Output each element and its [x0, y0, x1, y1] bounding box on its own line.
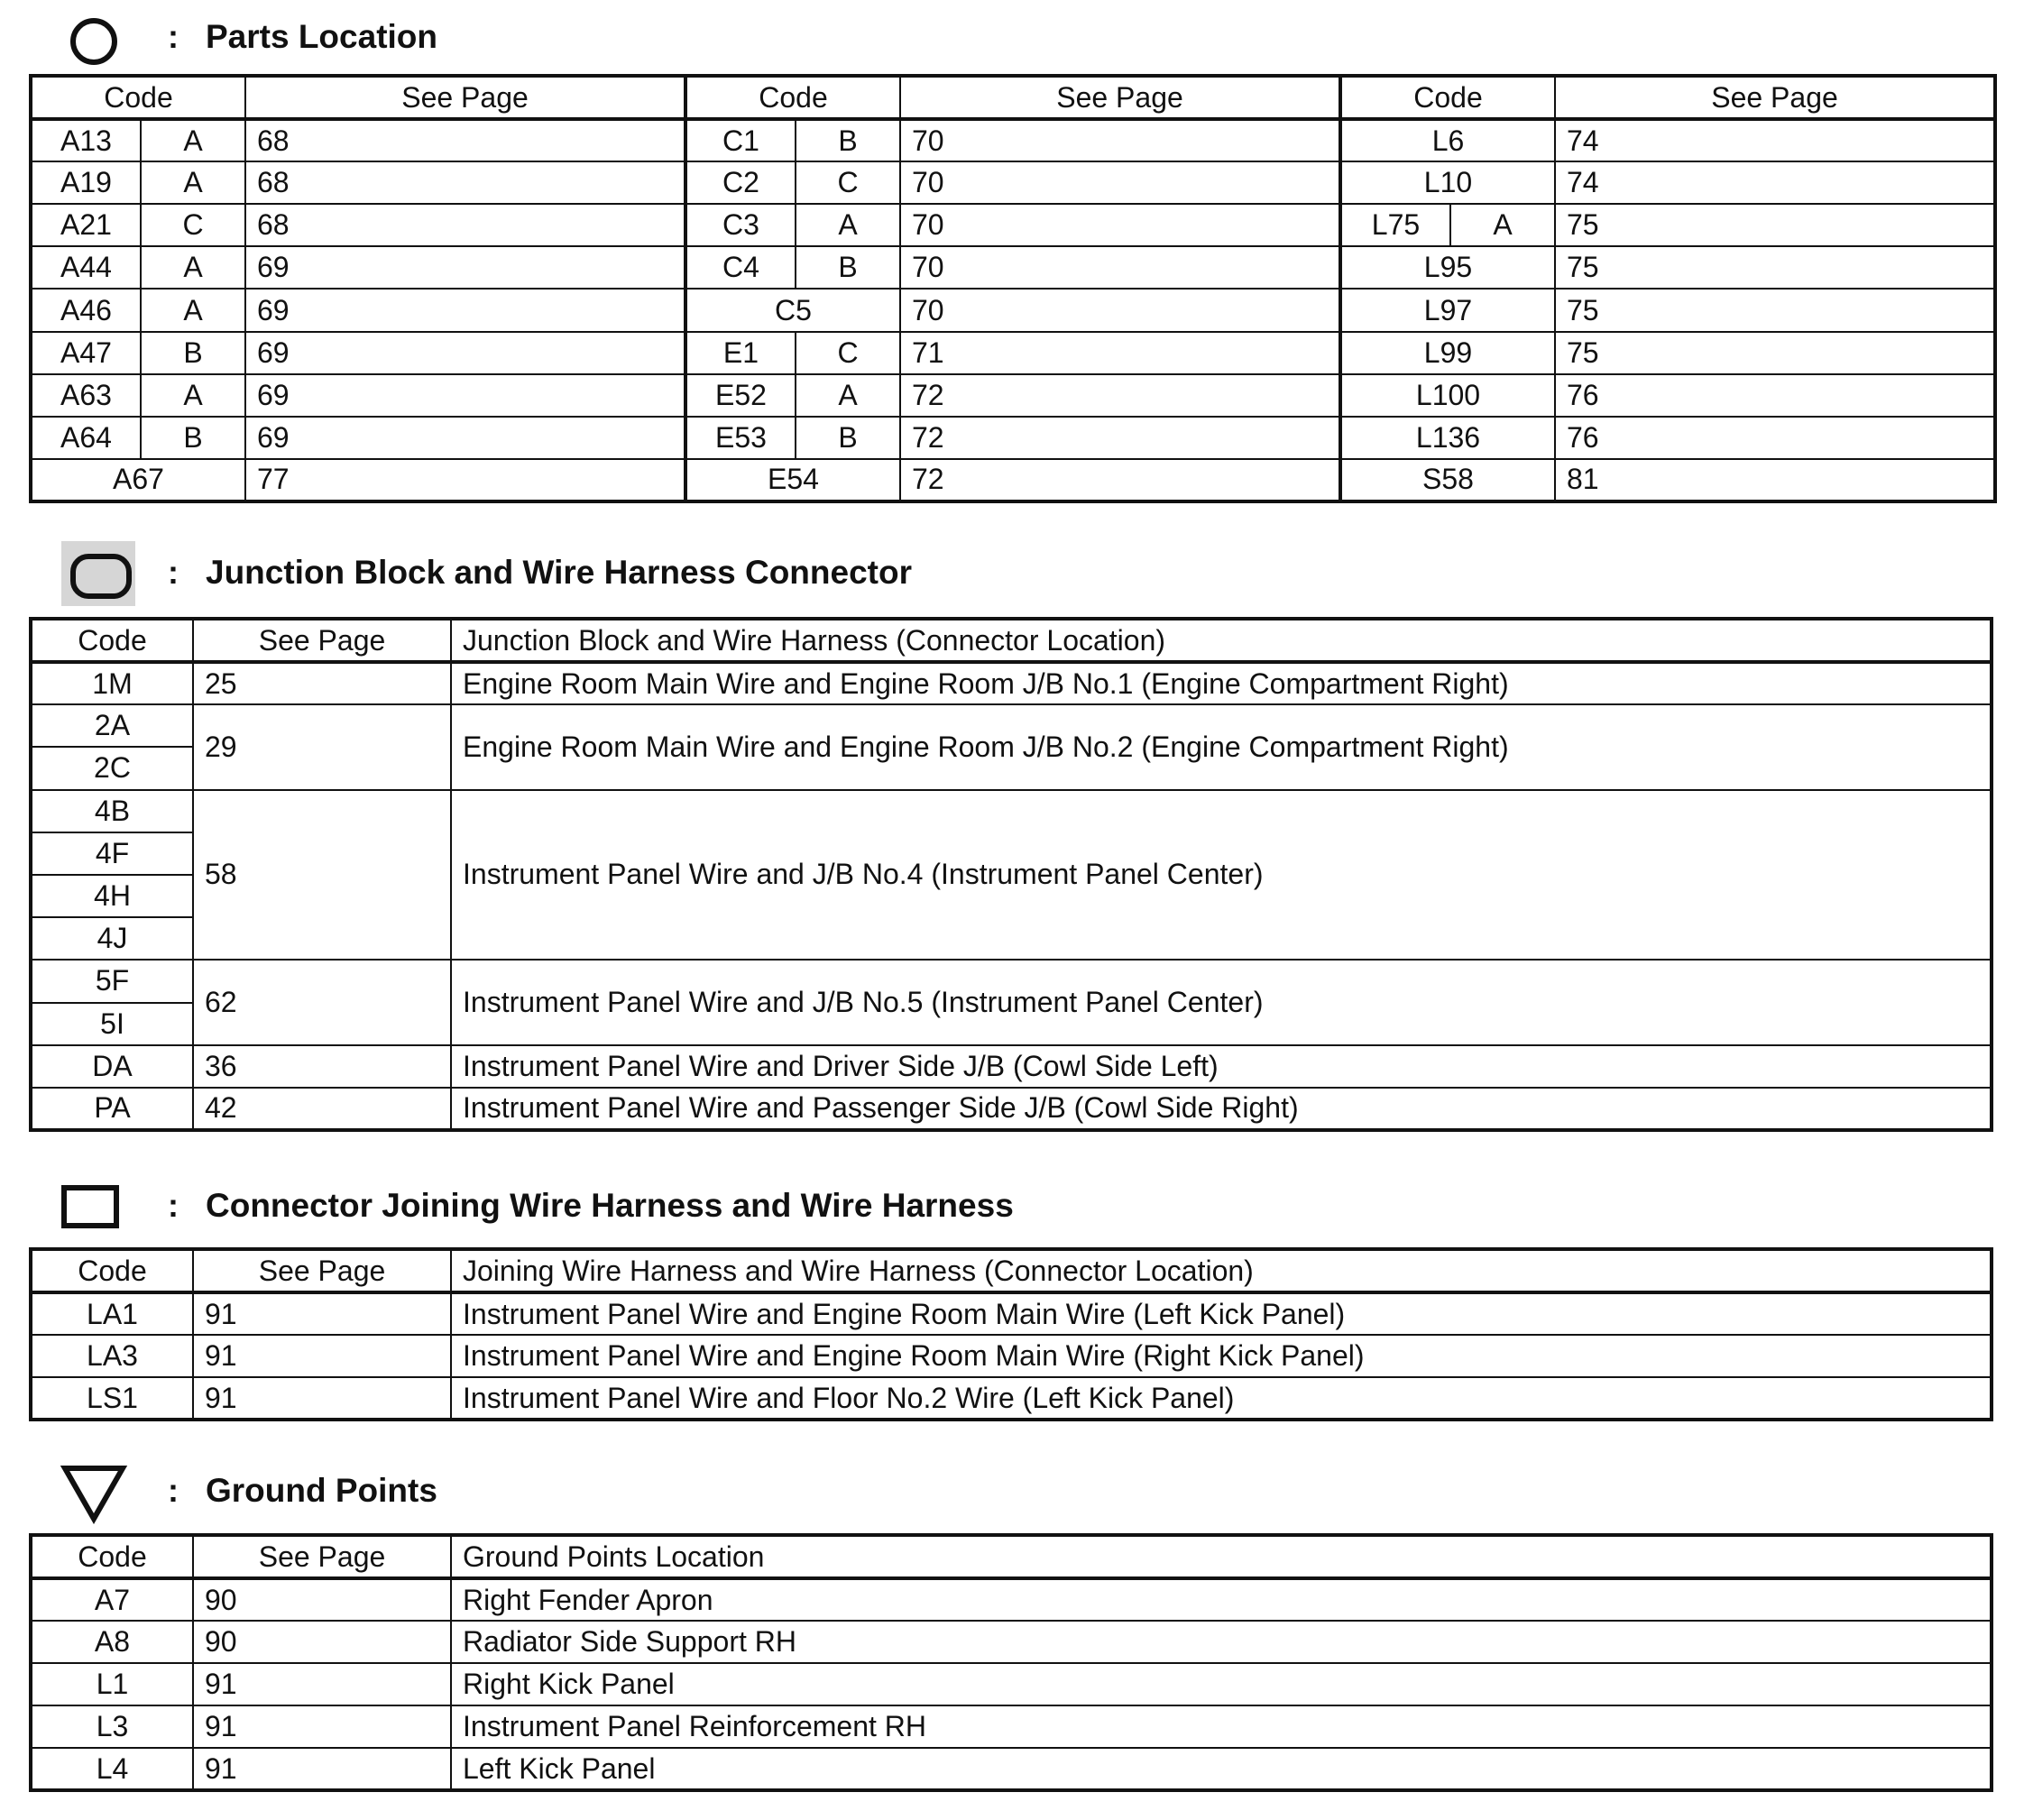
see-page-cell: 70 [900, 161, 1340, 204]
code-variant: B [838, 251, 858, 284]
see-page-cell: 91 [193, 1292, 451, 1335]
section-title: Connector Joining Wire Harness and Wire Harness [206, 1187, 1014, 1224]
code-header: Code [31, 619, 193, 662]
see-page-cell: 70 [900, 119, 1340, 161]
code-cell: LA3 [31, 1335, 193, 1377]
table-row [31, 374, 1995, 417]
see-page-header: See Page [1555, 76, 1995, 119]
see-page-cell: 81 [1555, 459, 1995, 501]
see-page-cell: 75 [1555, 246, 1995, 289]
code-value: C1 [687, 121, 796, 161]
section-title: Junction Block and Wire Harness Connector [206, 554, 912, 591]
see-page-header: See Page [900, 76, 1340, 119]
see-page-cell: 91 [193, 1748, 451, 1790]
code-cell: E54 [685, 459, 900, 501]
table-row [31, 246, 1995, 289]
see-page-header: See Page [193, 1535, 451, 1578]
section-title: Parts Location [206, 18, 437, 55]
code-value: A44 [32, 247, 142, 288]
ground-points-table [29, 1533, 1993, 1792]
code-split [32, 205, 244, 245]
see-page-cell: 72 [900, 417, 1340, 459]
code-cell: 5F [31, 960, 193, 1002]
code-split [32, 375, 244, 416]
code-cell: PA [31, 1088, 193, 1130]
table-row [31, 1045, 1992, 1088]
location-cell: Instrument Panel Reinforcement RH [451, 1705, 1992, 1748]
code-split [687, 418, 899, 458]
junction-block-header [0, 538, 2024, 619]
location-cell: Instrument Panel Wire and Floor No.2 Wire (Left Kick Panel) [451, 1377, 1992, 1420]
see-page-cell: 74 [1555, 119, 1995, 161]
table-row [31, 704, 1992, 747]
colon: : [168, 1472, 179, 1509]
location-cell: Instrument Panel Wire and Engine Room Main Wire (Right Kick Panel) [451, 1335, 1992, 1377]
table-row [31, 417, 1995, 459]
code-cell [31, 246, 245, 289]
code-header: Code [685, 76, 900, 119]
location-cell: Instrument Panel Wire and Passenger Side J/B (Cowl Side Right) [451, 1088, 1992, 1130]
code-variant: A [183, 166, 203, 199]
see-page-cell: 76 [1555, 417, 1995, 459]
colon: : [168, 554, 179, 591]
code-variant: A [183, 124, 203, 157]
header-row [31, 619, 1992, 662]
code-value: A19 [32, 162, 142, 203]
code-value: A21 [32, 205, 142, 245]
see-page-cell: 69 [245, 246, 685, 289]
see-page-cell: 70 [900, 204, 1340, 246]
code-variant: B [183, 420, 203, 454]
code-cell [31, 289, 245, 331]
table-row [31, 1621, 1992, 1663]
location-cell: Engine Room Main Wire and Engine Room J/B No.2 (Engine Compartment Right) [451, 704, 1992, 789]
code-value: C2 [687, 162, 796, 203]
see-page-cell: 68 [245, 204, 685, 246]
code-cell: 5I [31, 1003, 193, 1045]
code-cell: LA1 [31, 1292, 193, 1335]
table-row [31, 662, 1992, 704]
table-row [31, 790, 1992, 832]
table-row [31, 1663, 1992, 1705]
location-header: Joining Wire Harness and Wire Harness (Connector Location) [451, 1249, 1992, 1292]
code-cell: 1M [31, 662, 193, 704]
code-cell: DA [31, 1045, 193, 1088]
code-value: C3 [687, 205, 796, 245]
code-cell: S58 [1340, 459, 1555, 501]
location-cell: Left Kick Panel [451, 1748, 1992, 1790]
circle-icon [67, 14, 121, 69]
code-cell [31, 119, 245, 161]
location-cell: Radiator Side Support RH [451, 1621, 1992, 1663]
code-cell: LS1 [31, 1377, 193, 1420]
colon: : [168, 18, 179, 55]
location-cell: Right Fender Apron [451, 1578, 1992, 1621]
code-value: A13 [32, 121, 142, 161]
see-page-cell: 69 [245, 417, 685, 459]
table-row [31, 119, 1995, 161]
code-cell [31, 417, 245, 459]
code-cell [685, 246, 900, 289]
code-variant: C [837, 336, 859, 369]
code-cell: L95 [1340, 246, 1555, 289]
code-cell: L99 [1340, 332, 1555, 374]
header-row [31, 76, 1995, 119]
location-header: Ground Points Location [451, 1535, 1992, 1578]
see-page-cell: 75 [1555, 332, 1995, 374]
code-header: Code [31, 1249, 193, 1292]
table-row [31, 960, 1992, 1002]
rectangle-icon [61, 1185, 119, 1228]
table-row [31, 1705, 1992, 1748]
code-split [687, 121, 899, 161]
table-row [31, 332, 1995, 374]
see-page-cell: 75 [1555, 289, 1995, 331]
code-cell: 2A [31, 704, 193, 747]
code-cell: 4F [31, 832, 193, 875]
see-page-cell: 29 [193, 704, 451, 789]
code-split [1342, 205, 1554, 245]
code-split [32, 418, 244, 458]
code-split [687, 247, 899, 288]
see-page-cell: 75 [1555, 204, 1995, 246]
rounded-rectangle-icon [61, 541, 135, 606]
code-cell [685, 204, 900, 246]
code-cell: L97 [1340, 289, 1555, 331]
table-row [31, 1088, 1992, 1130]
location-header: Junction Block and Wire Harness (Connector Location) [451, 619, 1992, 662]
triangle-down-icon [60, 1463, 128, 1524]
code-cell: A7 [31, 1578, 193, 1621]
code-value: C4 [687, 247, 796, 288]
code-cell: L3 [31, 1705, 193, 1748]
see-page-header: See Page [193, 619, 451, 662]
code-value: L75 [1342, 205, 1451, 245]
header-row [31, 1249, 1992, 1292]
header-row [31, 1535, 1992, 1578]
table-row [31, 1578, 1992, 1621]
code-cell [685, 374, 900, 417]
see-page-cell: 42 [193, 1088, 451, 1130]
code-value: A47 [32, 333, 142, 373]
code-split [32, 333, 244, 373]
code-cell: L6 [1340, 119, 1555, 161]
code-value: E1 [687, 333, 796, 373]
connector-table [29, 1247, 1993, 1421]
ground-points-header [0, 1454, 2024, 1535]
see-page-cell: 25 [193, 662, 451, 704]
see-page-cell: 90 [193, 1578, 451, 1621]
see-page-cell: 62 [193, 960, 451, 1044]
code-split [687, 162, 899, 203]
code-variant: B [183, 336, 203, 369]
code-split [32, 247, 244, 288]
location-cell: Right Kick Panel [451, 1663, 1992, 1705]
see-page-cell: 90 [193, 1621, 451, 1663]
code-variant: A [183, 378, 203, 411]
see-page-cell: 76 [1555, 374, 1995, 417]
see-page-cell: 91 [193, 1663, 451, 1705]
code-value: A46 [32, 290, 142, 330]
code-cell: L10 [1340, 161, 1555, 204]
code-cell [31, 204, 245, 246]
code-cell: 4J [31, 917, 193, 960]
code-variant: C [182, 208, 204, 242]
code-variant: B [838, 420, 858, 454]
code-cell: L4 [31, 1748, 193, 1790]
table-row [31, 204, 1995, 246]
see-page-cell: 68 [245, 161, 685, 204]
code-cell [685, 161, 900, 204]
code-cell [31, 374, 245, 417]
code-header: Code [31, 1535, 193, 1578]
code-header: Code [31, 76, 245, 119]
see-page-cell: 91 [193, 1705, 451, 1748]
code-variant: A [838, 208, 858, 242]
code-cell: L100 [1340, 374, 1555, 417]
see-page-cell: 77 [245, 459, 685, 501]
see-page-cell: 69 [245, 374, 685, 417]
see-page-header: See Page [245, 76, 685, 119]
code-split [687, 333, 899, 373]
table-row [31, 1292, 1992, 1335]
see-page-cell: 71 [900, 332, 1340, 374]
code-variant: B [838, 124, 858, 157]
code-variant: A [838, 378, 858, 411]
code-split [687, 205, 899, 245]
table-row [31, 459, 1995, 501]
code-value: E52 [687, 375, 796, 416]
code-value: A63 [32, 375, 142, 416]
table-row [31, 1748, 1992, 1790]
table-row [31, 289, 1995, 331]
location-cell: Instrument Panel Wire and J/B No.5 (Instrument Panel Center) [451, 960, 1992, 1044]
table-row [31, 1335, 1992, 1377]
code-variant: A [1493, 208, 1513, 242]
table-row [31, 161, 1995, 204]
location-cell: Engine Room Main Wire and Engine Room J/B No.1 (Engine Compartment Right) [451, 662, 1992, 704]
code-cell: 4B [31, 790, 193, 832]
code-cell: L136 [1340, 417, 1555, 459]
code-split [32, 162, 244, 203]
section-title: Ground Points [206, 1472, 437, 1509]
code-cell [1340, 204, 1555, 246]
code-variant: A [183, 251, 203, 284]
code-cell [685, 119, 900, 161]
code-split [687, 375, 899, 416]
table-row [31, 1377, 1992, 1420]
see-page-cell: 72 [900, 374, 1340, 417]
see-page-cell: 91 [193, 1335, 451, 1377]
parts-location-header [0, 0, 2024, 81]
code-cell [31, 332, 245, 374]
code-header: Code [1340, 76, 1555, 119]
see-page-cell: 58 [193, 790, 451, 961]
code-cell: L1 [31, 1663, 193, 1705]
code-value: A64 [32, 418, 142, 458]
code-cell: 4H [31, 875, 193, 917]
code-cell [685, 417, 900, 459]
location-cell: Instrument Panel Wire and J/B No.4 (Instrument Panel Center) [451, 790, 1992, 961]
code-cell: 2C [31, 747, 193, 789]
code-cell: C5 [685, 289, 900, 331]
parts-location-table [29, 74, 1997, 503]
see-page-cell: 91 [193, 1377, 451, 1420]
see-page-cell: 36 [193, 1045, 451, 1088]
code-variant: A [183, 293, 203, 326]
see-page-cell: 69 [245, 289, 685, 331]
location-cell: Instrument Panel Wire and Driver Side J/B (Cowl Side Left) [451, 1045, 1992, 1088]
colon: : [168, 1187, 179, 1224]
see-page-cell: 70 [900, 246, 1340, 289]
see-page-cell: 70 [900, 289, 1340, 331]
see-page-cell: 69 [245, 332, 685, 374]
code-cell [685, 332, 900, 374]
see-page-cell: 68 [245, 119, 685, 161]
see-page-header: See Page [193, 1249, 451, 1292]
location-cell: Instrument Panel Wire and Engine Room Main Wire (Left Kick Panel) [451, 1292, 1992, 1335]
code-cell: A8 [31, 1621, 193, 1663]
code-split [32, 121, 244, 161]
code-split [32, 290, 244, 330]
junction-block-table [29, 617, 1993, 1132]
code-variant: C [837, 166, 859, 199]
code-value: E53 [687, 418, 796, 458]
see-page-cell: 74 [1555, 161, 1995, 204]
code-cell: A67 [31, 459, 245, 501]
code-cell [31, 161, 245, 204]
see-page-cell: 72 [900, 459, 1340, 501]
connector-header [0, 1169, 2024, 1250]
